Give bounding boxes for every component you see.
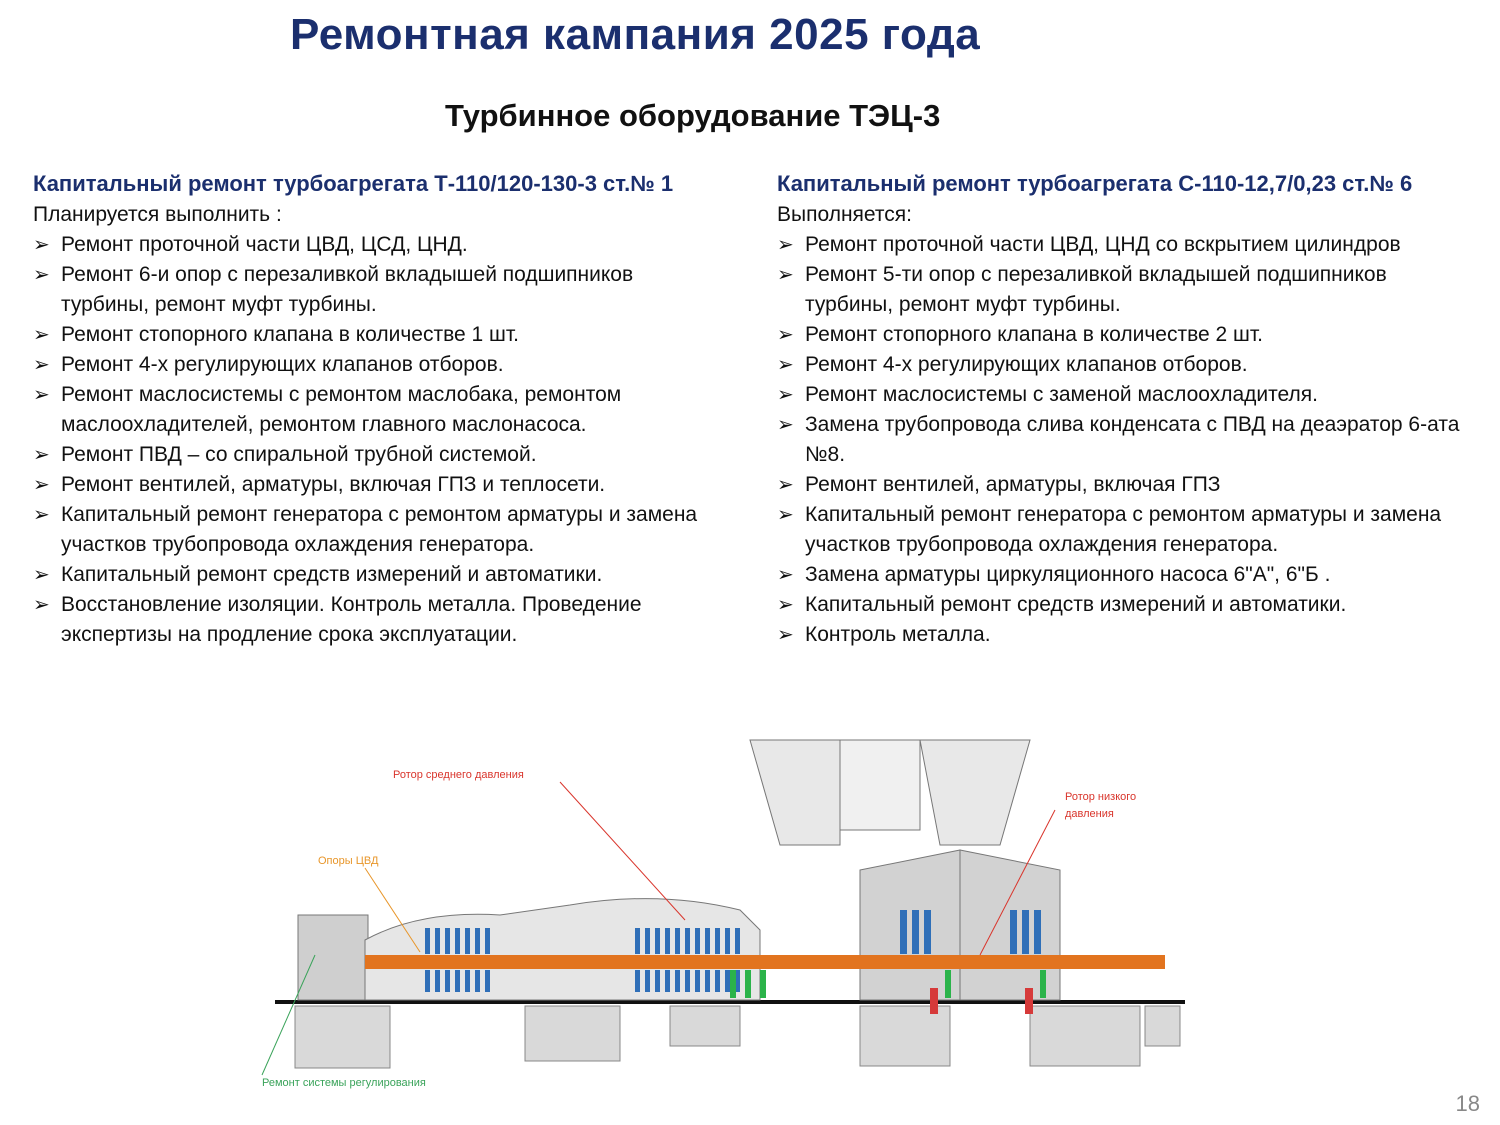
blade-stage — [725, 970, 730, 992]
list-item — [777, 410, 1467, 470]
list-item-text: Ремонт вентилей, арматуры, включая ГПЗ и теплосети. — [61, 473, 606, 496]
blade-stage — [465, 970, 470, 992]
arrow-bullet-icon: ➢ — [33, 354, 50, 376]
rotor — [365, 955, 1165, 969]
arrow-bullet-icon: ➢ — [777, 564, 794, 586]
blade-stage — [1034, 910, 1041, 954]
lp-center-pipe — [840, 740, 920, 830]
front-bearing-block — [298, 915, 368, 1000]
blade-stage — [715, 928, 720, 954]
list-item — [33, 380, 723, 440]
arrow-bullet-icon: ➢ — [33, 504, 50, 526]
left-list — [33, 230, 723, 650]
list-item-text: Замена арматуры циркуляционного насоса 6"А", 6"Б . — [805, 563, 1331, 586]
list-item-text: Ремонт 4-х регулирующих клапанов отборов. — [805, 353, 1248, 376]
arrow-bullet-icon: ➢ — [33, 264, 50, 286]
blade-stage — [715, 970, 720, 992]
hp-casing — [365, 899, 760, 1000]
arrow-bullet-icon: ➢ — [777, 234, 794, 256]
blade-stage — [705, 970, 710, 992]
blade-stage — [425, 970, 430, 992]
right-heading: Капитальный ремонт турбоагрегата С-110-12,7/0,23 ст.№ 6 — [777, 171, 1413, 196]
list-item — [33, 320, 723, 350]
arrow-bullet-icon: ➢ — [777, 324, 794, 346]
list-item-text: Ремонт вентилей, арматуры, включая ГПЗ — [805, 473, 1221, 496]
list-item — [777, 320, 1467, 350]
blade-stage — [665, 928, 670, 954]
blade-stage — [645, 970, 650, 992]
blade-stage — [485, 970, 490, 992]
list-item — [33, 500, 723, 560]
arrow-bullet-icon: ➢ — [777, 354, 794, 376]
list-item — [33, 350, 723, 380]
list-item-text: Капитальный ремонт средств измерений и автоматики. — [805, 593, 1347, 616]
blade-stage — [425, 928, 430, 954]
green-seal — [1040, 970, 1046, 998]
page-title: Ремонтная кампания 2025 года — [290, 10, 981, 59]
red-seal — [930, 988, 938, 1014]
list-item-text: Ремонт маслосистемы с заменой маслоохладителя. — [805, 383, 1318, 406]
list-item — [33, 560, 723, 590]
green-seal — [760, 970, 766, 998]
blade-stage — [635, 928, 640, 954]
arrow-bullet-icon: ➢ — [777, 624, 794, 646]
list-item — [777, 590, 1467, 620]
list-item-text: Восстановление изоляции. Контроль металла. Проведение экспертизы на продление срока эксплуатации. — [61, 593, 642, 646]
arrow-bullet-icon: ➢ — [777, 594, 794, 616]
list-item — [33, 590, 723, 650]
blade-stage — [465, 928, 470, 954]
page-subtitle: Турбинное оборудование ТЭЦ-3 — [445, 98, 941, 133]
list-item-text: Капитальный ремонт средств измерений и автоматики. — [61, 563, 603, 586]
blade-stage — [435, 970, 440, 992]
blade-stage — [1010, 910, 1017, 954]
label-supports: Опоры ЦВД — [318, 855, 379, 867]
blade-stage — [445, 970, 450, 992]
turbine-diagram — [240, 730, 1200, 1100]
blade-stage — [1022, 910, 1029, 954]
list-item — [33, 230, 723, 260]
arrow-bullet-icon: ➢ — [33, 594, 50, 616]
arrow-bullet-icon: ➢ — [33, 234, 50, 256]
blade-stage — [655, 970, 660, 992]
label-rotor-medium: Ротор среднего давления — [393, 769, 524, 781]
list-item-text: Ремонт 6-и опор с перезаливкой вкладышей подшипников турбины, ремонт муфт турбины. — [61, 263, 634, 316]
arrow-bullet-icon: ➢ — [777, 414, 794, 436]
list-item-text: Ремонт стопорного клапана в количестве 1 шт. — [61, 323, 520, 346]
list-item — [777, 260, 1467, 320]
list-item-text: Ремонт 5-ти опор с перезаливкой вкладышей подшипников турбины, ремонт муфт турбины. — [805, 263, 1387, 316]
list-item-text: Ремонт стопорного клапана в количестве 2 шт. — [805, 323, 1264, 346]
blade-stage — [485, 928, 490, 954]
list-item-text: Ремонт проточной части ЦВД, ЦСД, ЦНД. — [61, 233, 468, 256]
label-rotor-low-1: Ротор низкого — [1065, 791, 1137, 803]
label-regulation: Ремонт системы регулирования — [262, 1077, 426, 1089]
blade-stage — [455, 970, 460, 992]
blade-stage — [705, 928, 710, 954]
list-item-text: Ремонт проточной части ЦВД, ЦНД со вскрытием цилиндров — [805, 233, 1401, 256]
arrow-bullet-icon: ➢ — [33, 474, 50, 496]
list-item — [33, 260, 723, 320]
blade-stage — [455, 928, 460, 954]
lp-stack-right — [920, 740, 1030, 845]
arrow-bullet-icon: ➢ — [777, 474, 794, 496]
list-item-text: Ремонт ПВД – со спиральной трубной системой. — [61, 443, 537, 466]
arrow-bullet-icon: ➢ — [33, 564, 50, 586]
list-item-text: Ремонт маслосистемы с ремонтом маслобака, ремонтом маслоохладителей, ремонтом главного маслонасоса. — [61, 383, 622, 436]
arrow-bullet-icon: ➢ — [33, 324, 50, 346]
green-seal — [730, 970, 736, 998]
list-item — [33, 440, 723, 470]
list-item-text: Замена трубопровода слива конденсата с ПВД на деаэратор 6-ата №8. — [805, 413, 1460, 466]
list-item — [777, 620, 1467, 650]
arrow-bullet-icon: ➢ — [33, 384, 50, 406]
arrow-bullet-icon: ➢ — [777, 504, 794, 526]
left-column — [33, 170, 723, 650]
foundations — [295, 1006, 1180, 1068]
list-item — [777, 470, 1467, 500]
right-list — [777, 230, 1467, 650]
list-item — [777, 500, 1467, 560]
blade-stage — [695, 928, 700, 954]
lp-stack-left — [750, 740, 840, 845]
list-item-text: Контроль металла. — [805, 623, 991, 646]
green-seal — [745, 970, 751, 998]
blade-stage — [735, 928, 740, 954]
list-item — [777, 350, 1467, 380]
list-item — [777, 560, 1467, 590]
blade-stage — [445, 928, 450, 954]
blade-stage — [665, 970, 670, 992]
list-item — [33, 470, 723, 500]
arrow-bullet-icon: ➢ — [777, 264, 794, 286]
blade-stage — [725, 928, 730, 954]
arrow-bullet-icon: ➢ — [777, 384, 794, 406]
blade-stage — [435, 928, 440, 954]
right-column — [777, 170, 1467, 650]
page-number: 18 — [1455, 1091, 1480, 1116]
list-item — [777, 230, 1467, 260]
blade-stage — [475, 928, 480, 954]
blade-stage — [924, 910, 931, 954]
blade-stage — [675, 970, 680, 992]
left-intro: Планируется выполнить : — [33, 203, 282, 226]
list-item-text: Капитальный ремонт генератора с ремонтом арматуры и замена участков трубопровода охлаждения генератора. — [805, 503, 1442, 556]
blade-stage — [635, 970, 640, 992]
blade-stage — [685, 970, 690, 992]
green-seal — [945, 970, 951, 998]
blade-stage — [685, 928, 690, 954]
blade-stage — [655, 928, 660, 954]
blade-stage — [645, 928, 650, 954]
label-rotor-low-2: давления — [1065, 808, 1114, 820]
left-heading: Капитальный ремонт турбоагрегата Т-110/120-130-3 ст.№ 1 — [33, 171, 674, 196]
blade-stage — [475, 970, 480, 992]
list-item — [777, 380, 1467, 410]
blade-stage — [695, 970, 700, 992]
blade-stage — [900, 910, 907, 954]
red-seal — [1025, 988, 1033, 1014]
arrow-bullet-icon: ➢ — [33, 444, 50, 466]
blade-stage — [675, 928, 680, 954]
right-intro: Выполняется: — [777, 203, 912, 226]
list-item-text: Ремонт 4-х регулирующих клапанов отборов. — [61, 353, 504, 376]
list-item-text: Капитальный ремонт генератора с ремонтом арматуры и замена участков трубопровода охлаждения генератора. — [61, 503, 698, 556]
blade-stage — [912, 910, 919, 954]
